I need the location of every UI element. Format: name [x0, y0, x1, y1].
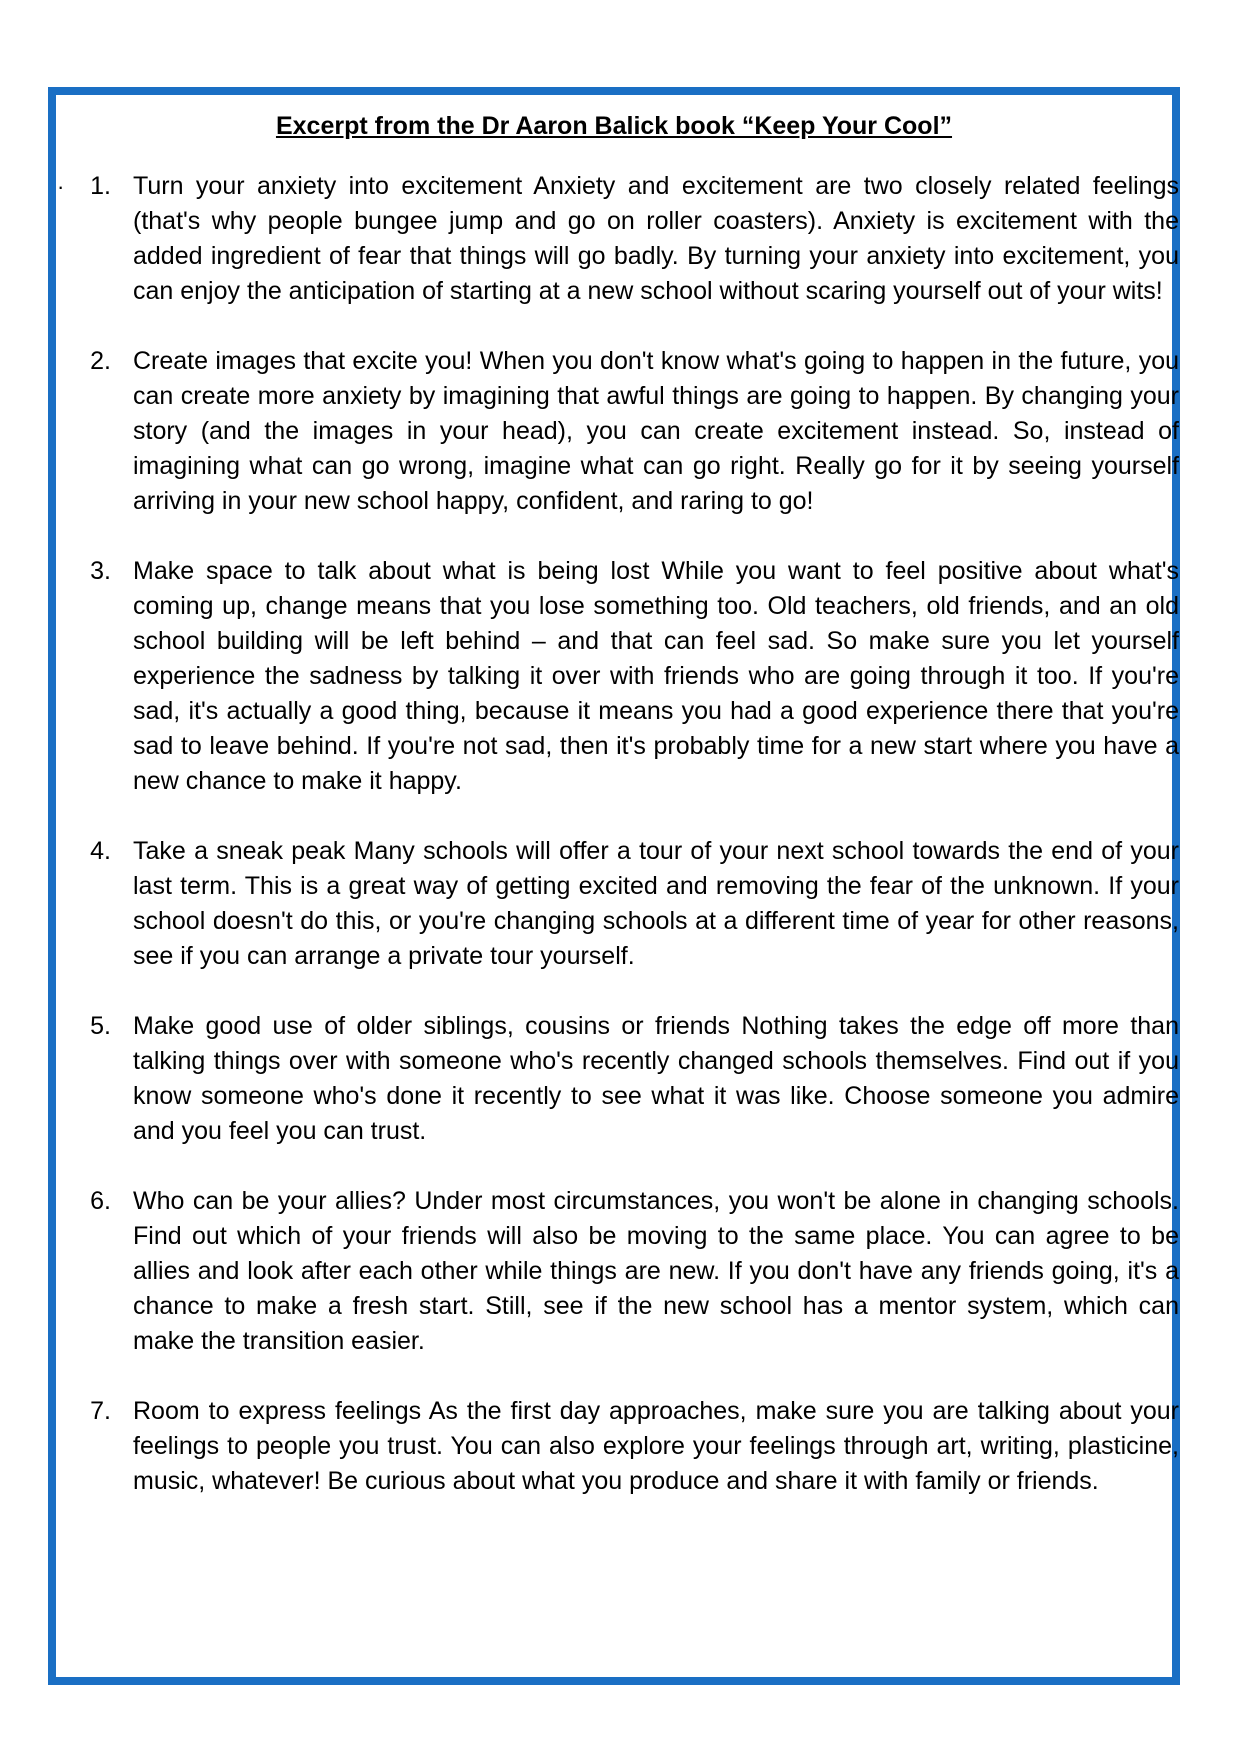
- item-text: Take a sneak peak Many schools will offer a tour of your next school towards the end of your last term. This is a great way of getting excited and removing the fear of the unknown. If your school doesn't do this, or you're changing schools at a different time of year for other reasons, see if you can arrange a private tour yourself.: [133, 837, 1179, 970]
- list-item: [71, 1394, 1181, 1499]
- item-number: 5.: [90, 1012, 111, 1040]
- list-item: [71, 554, 1181, 799]
- item-number: 6.: [90, 1187, 111, 1215]
- list-item: [57, 169, 1181, 309]
- list-item: [71, 344, 1181, 519]
- item-number: 4.: [90, 837, 111, 865]
- item-text: Create images that excite you! When you don't know what's going to happen in the future, you can create more anxiety by imagining that awful things are going to happen. By changing your story (and the images in your head), you can create excitement instead. So, instead of imagining what can go wrong, imagine what can go right. Really go for it by seeing yourself arriving in your new school happy, confident, and raring to go!: [133, 347, 1179, 515]
- tips-list: [57, 169, 1181, 1534]
- item-text: Make good use of older siblings, cousins or friends Nothing takes the edge off more than talking things over with someone who's recently changed schools themselves. Find out if you know someone who's done it recently to see what it was like. Choose someone you admire and you feel you can trust.: [133, 1012, 1179, 1145]
- item-number: 7.: [90, 1397, 111, 1425]
- item-number: 3.: [90, 557, 111, 585]
- item-text: Room to express feelings As the first day approaches, make sure you are talking about your feelings to people you trust. You can also explore your feelings through art, writing, plasticine, music, whatever! Be curious about what you produce and share it with family or friends.: [133, 1397, 1179, 1495]
- item-number: 1.: [90, 172, 111, 200]
- excerpt-box: [48, 87, 1180, 1685]
- list-item: [71, 834, 1181, 974]
- stray-dot-mark: ·: [57, 174, 65, 199]
- item-text: Who can be your allies? Under most circumstances, you won't be alone in changing schools. Find out which of your friends will also be moving to the same place. You can agree to be allies and look after each other while things are new. If you don't have any friends going, it's a chance to make a fresh start. Still, see if the new school has a mentor system, which can make the transition easier.: [133, 1187, 1179, 1355]
- item-text: Make space to talk about what is being lost While you want to feel positive about what's coming up, change means that you lose something too. Old teachers, old friends, and an old school building will be left behind – and that can feel sad. So make sure you let yourself experience the sadness by talking it over with friends who are going through it too. If you're sad, it's actually a good thing, because it means you had a good experience there that you're sad to leave behind. If you're not sad, then it's probably time for a new start where you have a new chance to make it happy.: [133, 557, 1179, 795]
- item-text: Turn your anxiety into excitement Anxiety and excitement are two closely related feelings (that's why people bungee jump and go on roller coasters). Anxiety is excitement with the added ingredient of fear that things will go badly. By turning your anxiety into excitement, you can enjoy the anticipation of starting at a new school without scaring yourself out of your wits!: [133, 172, 1179, 305]
- list-item: [71, 1184, 1181, 1359]
- item-number: 2.: [90, 347, 111, 375]
- list-item: [71, 1009, 1181, 1149]
- page-title: Excerpt from the Dr Aaron Balick book “Keep Your Cool”: [275, 112, 953, 140]
